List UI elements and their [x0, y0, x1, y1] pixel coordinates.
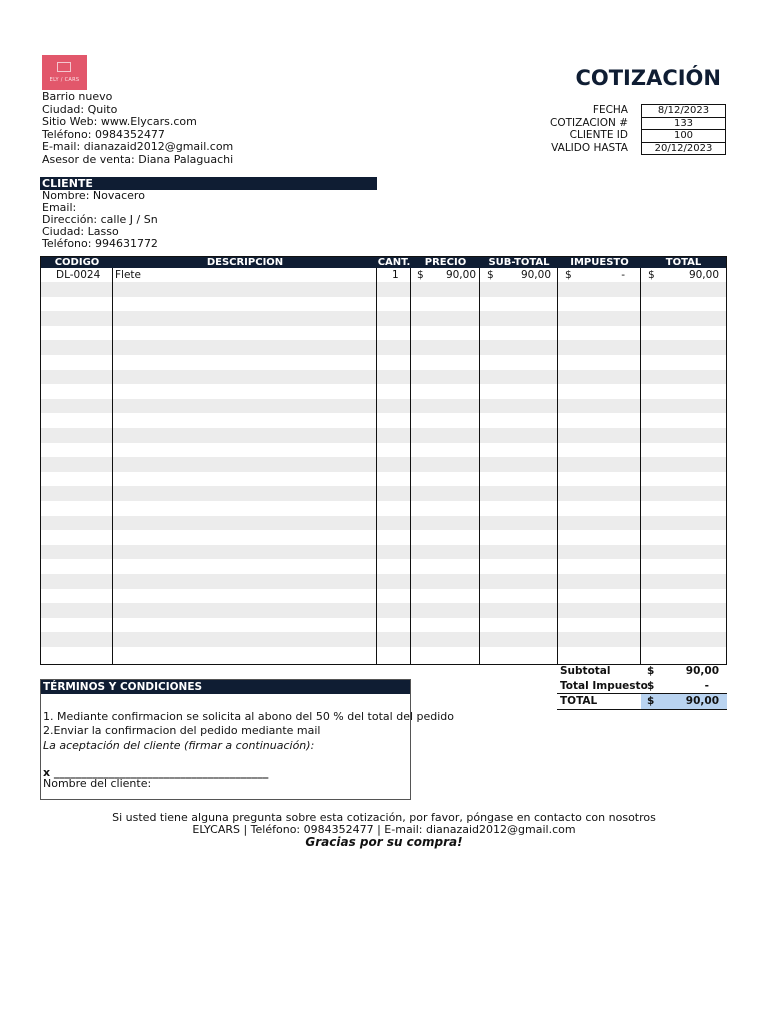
- table-stripe: [41, 311, 726, 326]
- company-website: Sitio Web: www.Elycars.com: [42, 115, 197, 128]
- client-section-header: CLIENTE: [40, 177, 377, 190]
- footer-thanks: Gracias por su compra!: [305, 835, 463, 849]
- company-city: Ciudad: Quito: [42, 102, 118, 116]
- terms-line-1: 1. Mediante confirmacion se solicita al abono del 50 % del total del pedido: [43, 710, 455, 723]
- company-sales-advisor: Asesor de venta: Diana Palaguachi: [42, 152, 234, 166]
- footer-contact-note: Si usted tiene alguna pregunta sobre esta cotización, por favor, póngase en contacto con nosotros: [112, 811, 656, 824]
- client-address: Dirección: calle J / Sn: [42, 213, 158, 226]
- column-divider: [112, 268, 113, 664]
- header-price: PRECIO: [424, 257, 467, 268]
- terms-acceptance: La aceptación del cliente (firmar a continuación):: [43, 739, 315, 752]
- table-stripe: [41, 574, 726, 589]
- meta-label-quote-number: COTIZACION #: [550, 116, 628, 129]
- company-logo: [42, 55, 87, 90]
- logo-text: ELY / CARS: [49, 77, 80, 83]
- grand-total-value: 90,00: [685, 695, 719, 707]
- client-name: Nombre: Novacero: [42, 189, 145, 202]
- table-stripe: [41, 457, 726, 472]
- logo-mark-icon: [57, 62, 71, 72]
- table-stripe: [41, 632, 726, 647]
- meta-value-quote-number: 133: [641, 118, 726, 131]
- row-price-currency: $: [417, 269, 424, 281]
- row-code: DL-0024: [56, 269, 101, 281]
- footer-contact-details: ELYCARS | Teléfono: 0984352477 | E-mail: dianazaid2012@gmail.com: [192, 823, 576, 836]
- table-stripe: [41, 399, 726, 414]
- meta-value-valid-until: 20/12/2023: [641, 143, 726, 156]
- meta-label-valid-until: VALIDO HASTA: [551, 141, 628, 154]
- meta-value-client-id: 100: [641, 130, 726, 143]
- meta-labels: [520, 104, 628, 154]
- grand-total-row: [557, 693, 727, 710]
- row-total-currency: $: [648, 269, 655, 281]
- row-quantity: 1: [392, 269, 399, 281]
- client-phone: Teléfono: 994631772: [42, 237, 158, 250]
- table-stripe: [41, 340, 726, 355]
- header-total: TOTAL: [665, 257, 702, 268]
- terms-line-2: 2.Enviar la confirmacion del pedido mediante mail: [43, 724, 321, 737]
- header-code: CODIGO: [54, 257, 100, 268]
- row-subtotal-currency: $: [487, 269, 494, 281]
- table-stripe: [41, 545, 726, 560]
- column-divider: [479, 268, 480, 664]
- table-stripe: [41, 516, 726, 531]
- column-divider: [640, 268, 641, 664]
- client-email: Email:: [42, 201, 77, 214]
- subtotal-currency: $: [647, 665, 655, 677]
- signature-line: x _______________________________________: [43, 766, 269, 779]
- row-tax: -: [621, 269, 625, 281]
- tax-total-label: Total Impuesto: [560, 679, 648, 692]
- client-info: [42, 190, 158, 250]
- items-table: [40, 256, 727, 665]
- table-stripe: [41, 428, 726, 443]
- row-subtotal: 90,00: [520, 269, 551, 281]
- table-stripe: [41, 486, 726, 501]
- terms-box: [40, 679, 455, 800]
- row-tax-currency: $: [565, 269, 572, 281]
- client-city: Ciudad: Lasso: [42, 225, 119, 238]
- grand-total-currency: $: [647, 695, 655, 707]
- meta-values: [641, 104, 726, 155]
- client-name-label: Nombre del cliente:: [43, 777, 152, 790]
- meta-label-date: FECHA: [592, 104, 628, 116]
- totals-summary: [557, 664, 727, 710]
- grand-total-label: TOTAL: [560, 695, 598, 707]
- column-divider: [557, 268, 558, 664]
- company-phone: Teléfono: 0984352477: [42, 127, 165, 141]
- table-stripe: [41, 282, 726, 297]
- company-email: E-mail: dianazaid2012@gmail.com: [42, 140, 234, 153]
- row-total: 90,00: [688, 269, 719, 281]
- column-divider: [410, 268, 411, 664]
- column-divider: [376, 268, 377, 664]
- header-tax: IMPUESTO: [570, 257, 629, 268]
- meta-value-date: 8/12/2023: [641, 104, 726, 118]
- tax-total-row: [557, 679, 727, 694]
- subtotal-value: 90,00: [685, 665, 719, 677]
- row-description: Flete: [115, 269, 141, 281]
- tax-total-currency: $: [647, 679, 655, 692]
- terms-header: TÉRMINOS Y CONDICIONES: [41, 680, 410, 694]
- table-stripe: [41, 603, 726, 618]
- header-description: DESCRIPCION: [206, 257, 284, 268]
- company-info: [42, 91, 233, 166]
- meta-label-client-id: CLIENTE ID: [569, 129, 628, 141]
- tax-total-value: -: [704, 679, 709, 692]
- table-stripe: [41, 370, 726, 385]
- header-quantity: CANT.: [377, 257, 411, 268]
- table-header: [41, 257, 726, 268]
- subtotal-row: [557, 664, 727, 679]
- company-address: Barrio nuevo: [42, 90, 113, 103]
- subtotal-label: Subtotal: [560, 665, 611, 677]
- header-subtotal: SUB-TOTAL: [488, 257, 550, 268]
- row-price: 90,00: [445, 269, 476, 281]
- document-title: COTIZACIÓN: [575, 66, 721, 90]
